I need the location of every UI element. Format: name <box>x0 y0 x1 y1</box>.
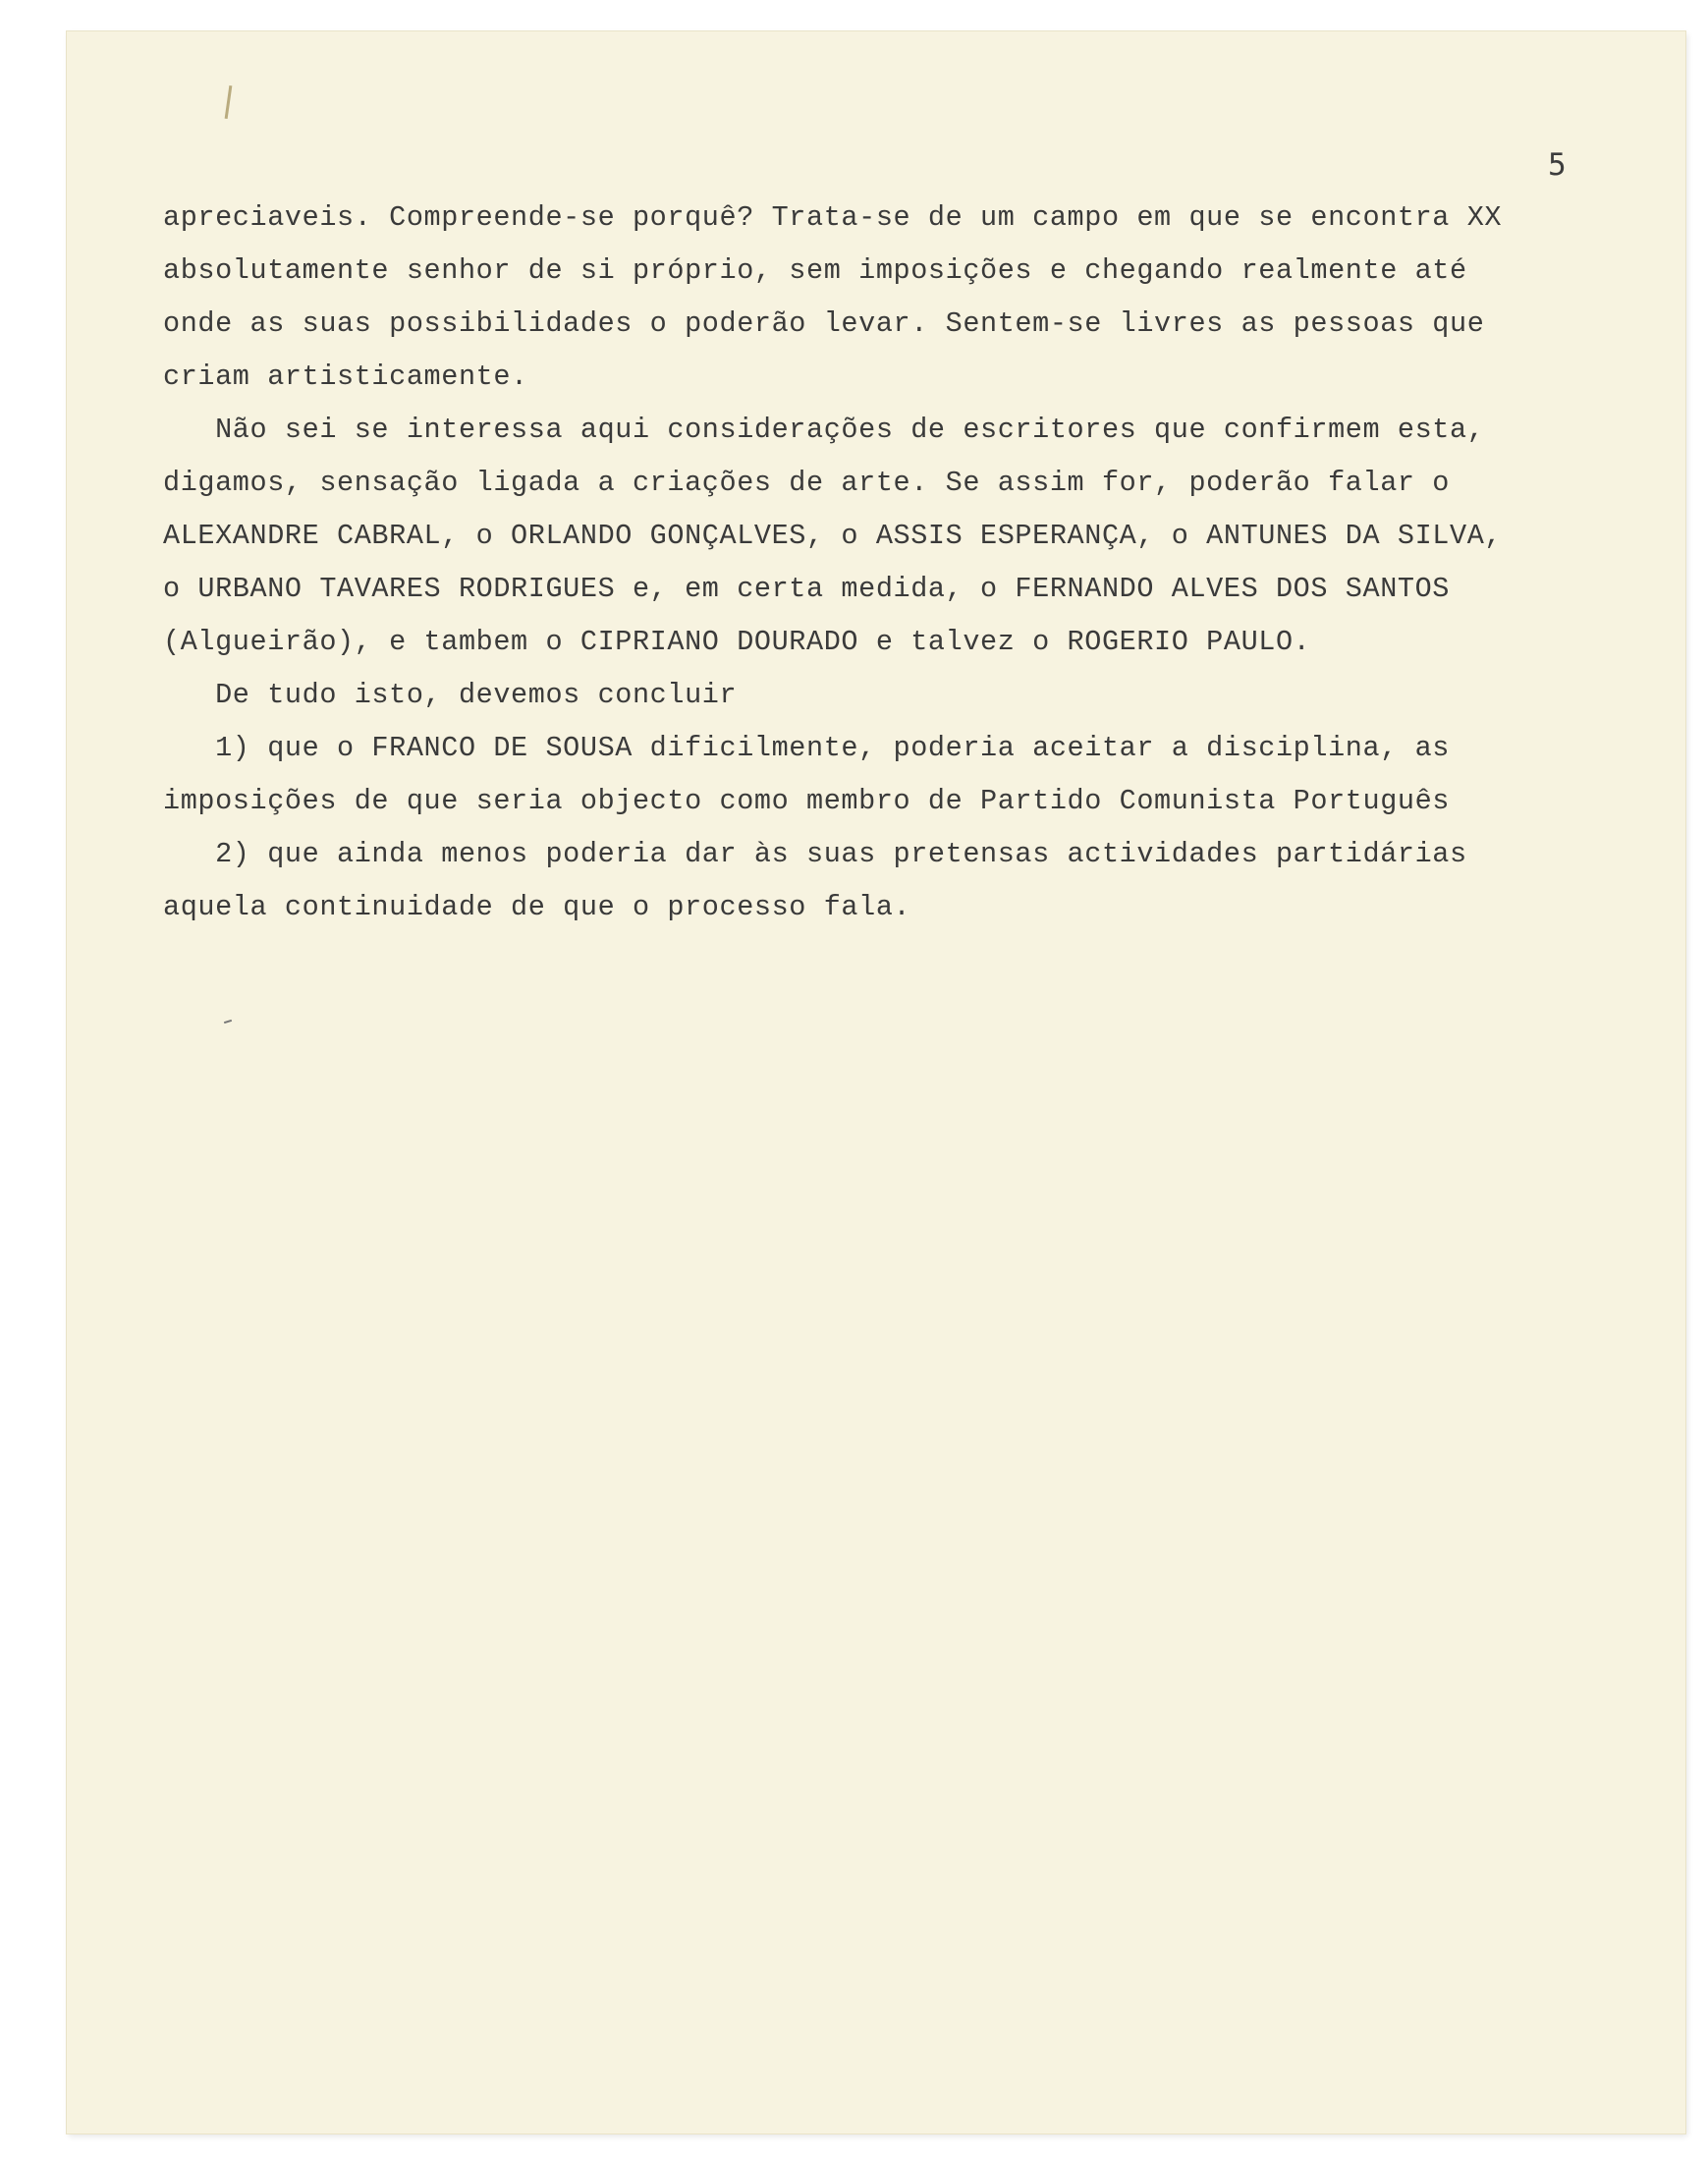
pencil-mark <box>224 1020 232 1024</box>
text-line: o URBANO TAVARES RODRIGUES e, em certa medida, o FERNANDO ALVES DOS SANTOS <box>163 573 1451 605</box>
text-line: 1) que o FRANCO DE SOUSA dificilmente, poderia aceitar a disciplina, as <box>163 732 1451 764</box>
text-line: (Algueirão), e tambem o CIPRIANO DOURADO e talvez o ROGERIO PAULO. <box>163 626 1311 658</box>
paper-mark <box>225 85 233 119</box>
text-line: onde as suas possibilidades o poderão levar. Sentem-se livres as pessoas que <box>163 307 1485 340</box>
text-line: apreciaveis. Compreende-se porquê? Trata-se de um campo em que se encontra XX <box>163 201 1503 234</box>
text-line: De tudo isto, devemos concluir <box>163 679 738 711</box>
text-line: Não sei se interessa aqui considerações de escritores que confirmem esta, <box>163 414 1485 446</box>
text-line: imposições de que seria objecto como membro de Partido Comunista Português <box>163 785 1451 817</box>
text-line: criam artisticamente. <box>163 360 528 393</box>
text-line: absolutamente senhor de si próprio, sem imposições e chegando realmente até <box>163 254 1467 287</box>
text-line: aquela continuidade de que o processo fala. <box>163 891 911 923</box>
text-line: 2) que ainda menos poderia dar às suas pretensas actividades partidárias <box>163 838 1467 870</box>
text-line: ALEXANDRE CABRAL, o ORLANDO GONÇALVES, o ASSIS ESPERANÇA, o ANTUNES DA SILVA, <box>163 520 1503 552</box>
text-line: digamos, sensação ligada a criações de arte. Se assim for, poderão falar o <box>163 467 1451 499</box>
body-text <box>163 192 1636 934</box>
page-number: 5 <box>1548 147 1567 183</box>
